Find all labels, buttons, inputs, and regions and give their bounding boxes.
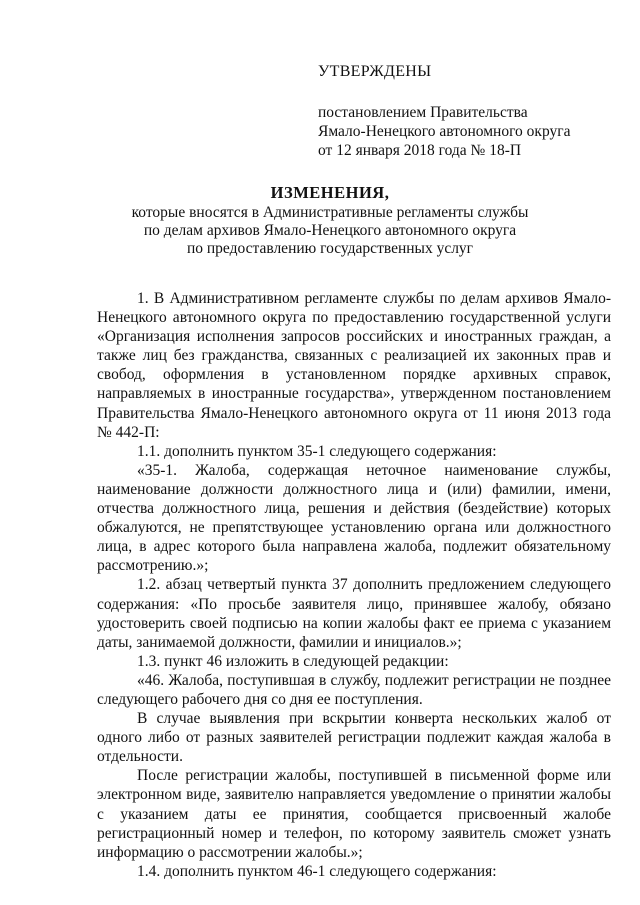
heading-line-3: по предоставлению государственных услуг: [186, 240, 474, 257]
document-body: [97, 289, 611, 881]
document-title: ИЗМЕНЕНИЯ,: [270, 183, 390, 202]
document-heading: [60, 184, 600, 258]
paragraph-item-1: 1. В Административном регламенте службы по делам архивов Ямало-Ненецкого автономного округа по предоставлению государственной услуги «Организация исполнения запросов российских и иностранных граждан, а также лиц без гражданства, связанных с реализацией их законных прав и свобод, оформления в установленном порядке архивных справок, направляемых в иностранные государства», утвержденном постановлением Правительства Ямало-Ненецкого автономного округа от 11 июня 2013 года № 442-П:: [97, 290, 611, 441]
heading-line-1: которые вносятся в Административные регламенты службы: [131, 204, 529, 221]
approval-block: [318, 62, 618, 160]
paragraph-multiple-complaints: В случае выявления при вскрытии конверта нескольких жалоб от одного либо от разных заявителей регистрации подлежит каждая жалоба в отдельности.: [97, 710, 611, 766]
paragraph-quote-46: «46. Жалоба, поступившая в службу, подлежит регистрации не позднее следующего рабочего дня со дня ее поступления.: [97, 671, 611, 708]
paragraph-item-1-1: 1.1. дополнить пунктом 35-1 следующего содержания:: [137, 442, 497, 460]
paragraph-item-1-3: 1.3. пункт 46 изложить в следующей редакции:: [137, 652, 449, 670]
heading-line-2: по делам архивов Ямало-Ненецкого автономного округа: [143, 222, 517, 239]
approval-line-region: Ямало-Ненецкого автономного округа: [318, 123, 571, 140]
approval-line-decree: постановлением Правительства: [318, 104, 528, 121]
paragraph-quote-35-1: «35-1. Жалоба, содержащая неточное наименование службы, наименование должности должностного лица и (или) фамилии, имени, отчества должностного лица, решения и действия (бездействие) которых обжалуются, не препятствующее установлению органа или должностного лица, в адрес которого была направлена жалоба, подлежит обязательному рассмотрению.»;: [97, 461, 611, 575]
paragraph-registration-notice: После регистрации жалобы, поступившей в письменной форме или электронном виде, заявителю направляется уведомление о принятии жалобы с указанием даты ее принятия, сообщается присвоенный жалобе регистрационный номер и телефон, по которому заявитель сможет узнать информацию о рассмотрении жалобы.»;: [97, 767, 611, 861]
approved-stamp-text: УТВЕРЖДЕНЫ: [318, 63, 432, 80]
paragraph-item-1-2: 1.2. абзац четвертый пункта 37 дополнить предложением следующего содержания: «По просьбе заявителя лицо, принявшее жалобу, обязано удостоверить своей подписью на копии жалобы факт ее приема с указанием даты, занимаемой должности, фамилии и инициалов.»;: [97, 576, 611, 651]
approval-line-date: от 12 января 2018 года № 18-П: [318, 142, 522, 159]
paragraph-item-1-4: 1.4. дополнить пунктом 46-1 следующего содержания:: [137, 862, 497, 880]
